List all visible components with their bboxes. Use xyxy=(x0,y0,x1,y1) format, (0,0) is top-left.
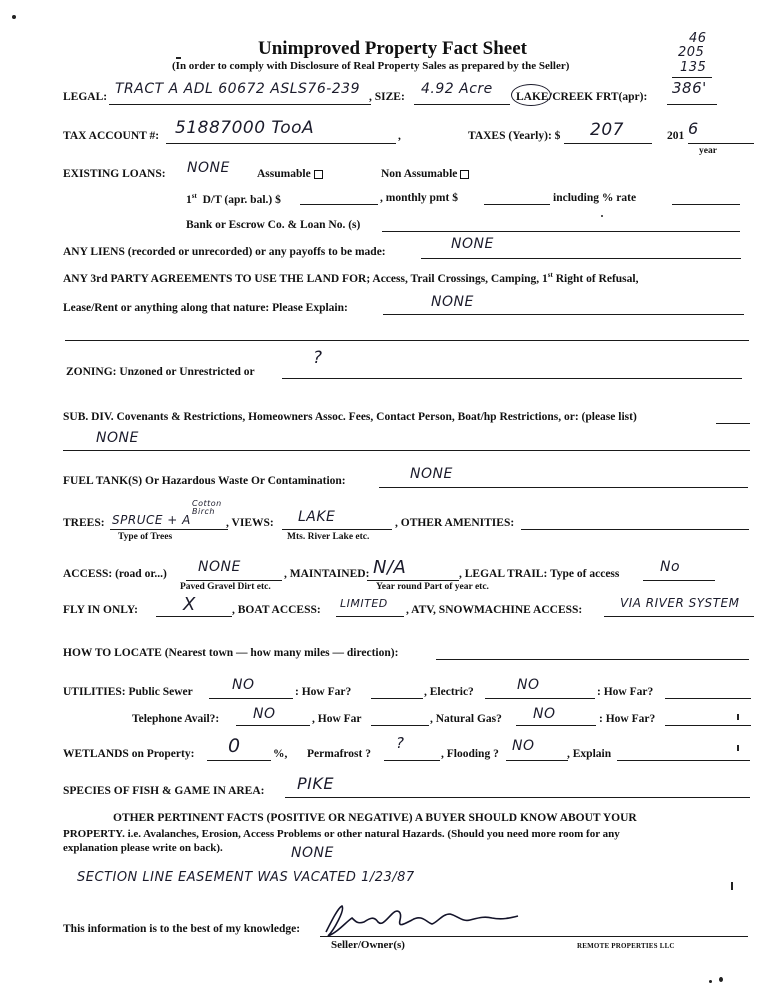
dt-prefix: 1 xyxy=(186,193,192,206)
tax-account-value: 51887000 TooA xyxy=(175,118,315,138)
access-label: ACCESS: (road or...) xyxy=(63,568,167,580)
atv-access-label: , ATV, SNOWMACHINE ACCESS: xyxy=(406,604,583,616)
signature-statement: This information is to the best of my knowledge: xyxy=(63,923,301,935)
sewer-value: NO xyxy=(232,677,255,693)
other-facts-line1: OTHER PERTINENT FACTS (POSITIVE OR NEGATIVE) A BUYER SHOULD KNOW ABOUT YOUR xyxy=(113,812,637,824)
agreements-explain-label: Lease/Rent or anything along that nature: Please Explain: xyxy=(63,302,348,314)
agreements-extra-line xyxy=(65,340,749,341)
zoning-line xyxy=(282,378,742,379)
fly-in-value: X xyxy=(183,594,196,615)
including-rate-label: including % rate xyxy=(553,192,637,204)
corner-number: 46 xyxy=(689,31,707,46)
bank-escrow-line xyxy=(382,231,740,232)
year-value: 6 xyxy=(688,119,699,138)
fuel-tank-label: FUEL TANK(S) Or Hazardous Waste Or Contamination: xyxy=(63,475,346,487)
frontage-value: 386' xyxy=(672,79,707,97)
legal-label: LEGAL: xyxy=(63,91,108,103)
non-assumable-label: Non Assumable xyxy=(381,168,458,180)
taxes-yearly-label: TAXES (Yearly): $ xyxy=(468,130,561,142)
electric-line xyxy=(485,698,595,699)
gas-how-far-label: : How Far? xyxy=(599,713,656,725)
existing-loans-value: NONE xyxy=(187,160,230,176)
permafrost-value: ? xyxy=(396,734,405,752)
boat-access-line xyxy=(336,616,404,617)
other-amenities-line xyxy=(521,529,749,530)
electric-how-far-label: : How Far? xyxy=(597,686,654,698)
corner-number: 205 xyxy=(678,45,705,60)
agreements-value: NONE xyxy=(431,294,474,310)
zoning-label: ZONING: Unzoned or Unrestricted or xyxy=(66,366,255,378)
telephone-value: NO xyxy=(253,706,276,722)
explain-line xyxy=(617,760,750,761)
size-label: , SIZE: xyxy=(369,91,405,103)
agreements-sup: st xyxy=(547,271,553,279)
wetlands-value: 0 xyxy=(228,735,241,757)
wetlands-line xyxy=(207,760,271,761)
electric-how-far-line xyxy=(665,698,751,699)
monthly-payment-line xyxy=(484,204,550,205)
dt-balance-line xyxy=(300,204,378,205)
scan-speck xyxy=(12,15,16,19)
dt-text: D/T (apr. bal.) $ xyxy=(202,193,281,206)
sewer-how-far-line xyxy=(371,698,423,699)
fly-in-line xyxy=(156,616,232,617)
other-facts-value-none: NONE xyxy=(291,845,334,861)
page-subtitle: (In order to comply with Disclosure of Real Property Sales as prepared by the Seller) xyxy=(172,60,570,72)
scan-speck xyxy=(731,882,733,890)
access-value: NONE xyxy=(198,559,241,575)
agreements-label xyxy=(63,271,638,285)
other-facts-line2: PROPERTY. i.e. Avalanches, Erosion, Access Problems or other natural Hazards. (Should you need more room for any xyxy=(63,828,620,840)
sewer-line xyxy=(209,698,293,699)
fly-in-label: FLY IN ONLY: xyxy=(63,604,138,616)
utilities-label: UTILITIES: Public Sewer xyxy=(63,686,193,698)
liens-line xyxy=(421,258,741,259)
page-title: Unimproved Property Fact Sheet xyxy=(258,38,527,59)
taxes-line xyxy=(564,143,652,144)
atv-access-line xyxy=(604,616,754,617)
views-label: , VIEWS: xyxy=(226,517,274,529)
scan-speck xyxy=(737,714,739,720)
non-assumable-checkbox[interactable] xyxy=(460,170,469,179)
how-to-locate-label: HOW TO LOCATE (Nearest town — how many miles — direction): xyxy=(63,647,399,659)
maintained-caption: Year round Part of year etc. xyxy=(376,582,489,592)
scan-speck xyxy=(601,215,603,217)
natural-gas-line xyxy=(516,725,596,726)
views-caption: Mts. River Lake etc. xyxy=(287,532,370,542)
explain-label: , Explain xyxy=(567,748,612,760)
corner-total-line xyxy=(672,77,712,78)
access-caption: Paved Gravel Dirt etc. xyxy=(180,582,271,592)
company-name: REMOTE PROPERTIES LLC xyxy=(577,942,675,950)
trees-caption: Type of Trees xyxy=(118,532,173,542)
telephone-label: Telephone Avail?: xyxy=(132,713,220,725)
agreements-line xyxy=(383,314,744,315)
subdivision-value: NONE xyxy=(96,430,139,446)
existing-loans-label: EXISTING LOANS: xyxy=(63,168,166,180)
legal-trail-value: No xyxy=(660,559,681,575)
trees-note: Cotton Birch xyxy=(192,499,222,516)
sewer-how-far-label: : How Far? xyxy=(295,686,352,698)
corner-number: 135 xyxy=(680,60,707,75)
assumable-label: Assumable xyxy=(257,168,311,180)
tax-account-label: TAX ACCOUNT #: xyxy=(63,130,160,142)
scan-speck xyxy=(709,980,712,983)
scan-speck xyxy=(176,57,181,59)
liens-value: NONE xyxy=(451,236,494,252)
telephone-line xyxy=(236,725,310,726)
tax-account-comma: , xyxy=(398,130,401,142)
permafrost-label: Permafrost ? xyxy=(307,748,371,760)
flooding-value: NO xyxy=(512,738,535,754)
flooding-line xyxy=(506,760,568,761)
rate-line xyxy=(672,204,740,205)
non-assumable-option[interactable] xyxy=(381,168,469,180)
seller-owner-caption: Seller/Owner(s) xyxy=(331,939,405,951)
legal-trail-label: , LEGAL TRAIL: Type of access xyxy=(459,568,620,580)
frontage-line xyxy=(667,104,717,105)
views-value: LAKE xyxy=(298,509,336,525)
legal-value: TRACT A ADL 60672 ASLS76-239 xyxy=(115,81,360,97)
boat-access-value: LIMITED xyxy=(340,597,388,610)
assumable-option[interactable] xyxy=(257,168,323,180)
species-value: PIKE xyxy=(297,774,334,793)
agreements-text-a: ANY 3rd PARTY AGREEMENTS TO USE THE LAND FOR; Access, Trail Crossings, Camping, 1 xyxy=(63,272,548,285)
dt-label xyxy=(186,192,281,206)
other-amenities-label: , OTHER AMENITIES: xyxy=(395,517,515,529)
seller-signature xyxy=(312,902,532,942)
permafrost-line xyxy=(384,760,440,761)
other-facts-line3: explanation please write on back). xyxy=(63,842,223,854)
subdivision-line xyxy=(63,450,750,451)
species-line xyxy=(285,797,750,798)
zoning-value: ? xyxy=(313,348,323,368)
trees-value: SPRUCE + A xyxy=(112,513,191,527)
natural-gas-value: NO xyxy=(533,706,556,722)
lake-label: LAKE xyxy=(516,91,549,103)
assumable-checkbox[interactable] xyxy=(314,170,323,179)
liens-label: ANY LIENS (recorded or unrecorded) or any payoffs to be made: xyxy=(63,246,386,258)
creek-frontage-label: /CREEK FRT(apr): xyxy=(549,91,648,103)
dt-sup: st xyxy=(191,192,197,200)
trees-label: TREES: xyxy=(63,517,105,529)
scan-speck xyxy=(737,745,739,751)
natural-gas-label: , Natural Gas? xyxy=(430,713,502,725)
bank-escrow-label: Bank or Escrow Co. & Loan No. (s) xyxy=(186,219,361,231)
fuel-tank-value: NONE xyxy=(410,466,453,482)
species-label: SPECIES OF FISH & GAME IN AREA: xyxy=(63,785,265,797)
year-caption: year xyxy=(699,146,717,156)
trees-line xyxy=(110,529,228,530)
maintained-value: N/A xyxy=(373,557,407,578)
telephone-how-far-label: , How Far xyxy=(312,713,362,725)
how-to-locate-line xyxy=(436,659,749,660)
scan-speck xyxy=(719,977,723,982)
subdivision-label: SUB. DIV. Covenants & Restrictions, Homeowners Assoc. Fees, Contact Person, Boat/hp Restrictions, or: (please list) xyxy=(63,411,637,423)
wetlands-label: WETLANDS on Property: xyxy=(63,748,195,760)
other-facts-value-easement: SECTION LINE EASEMENT WAS VACATED 1/23/87 xyxy=(77,870,415,885)
subdivision-end-line xyxy=(716,423,750,424)
monthly-payment-label: , monthly pmt $ xyxy=(380,192,458,204)
fuel-tank-line xyxy=(379,487,748,488)
telephone-how-far-line xyxy=(371,725,429,726)
size-value: 4.92 Acre xyxy=(421,81,493,97)
year-line xyxy=(688,143,754,144)
atv-access-value: VIA RIVER SYSTEM xyxy=(620,596,740,610)
boat-access-label: , BOAT ACCESS: xyxy=(232,604,321,616)
gas-how-far-line xyxy=(665,725,751,726)
taxes-value: 207 xyxy=(590,120,624,140)
legal-trail-line xyxy=(643,580,715,581)
tax-account-line xyxy=(166,143,396,144)
electric-value: NO xyxy=(517,677,540,693)
access-line xyxy=(186,580,282,581)
agreements-text-b: Right of Refusal, xyxy=(552,272,639,285)
maintained-line xyxy=(367,580,459,581)
maintained-label: , MAINTAINED: xyxy=(284,568,370,580)
wetlands-percent: %, xyxy=(273,748,288,760)
size-line xyxy=(414,104,510,105)
electric-label: , Electric? xyxy=(424,686,474,698)
legal-line xyxy=(109,104,371,105)
views-line xyxy=(282,529,392,530)
year-prefix: 201 xyxy=(667,130,685,142)
flooding-label: , Flooding ? xyxy=(441,748,499,760)
